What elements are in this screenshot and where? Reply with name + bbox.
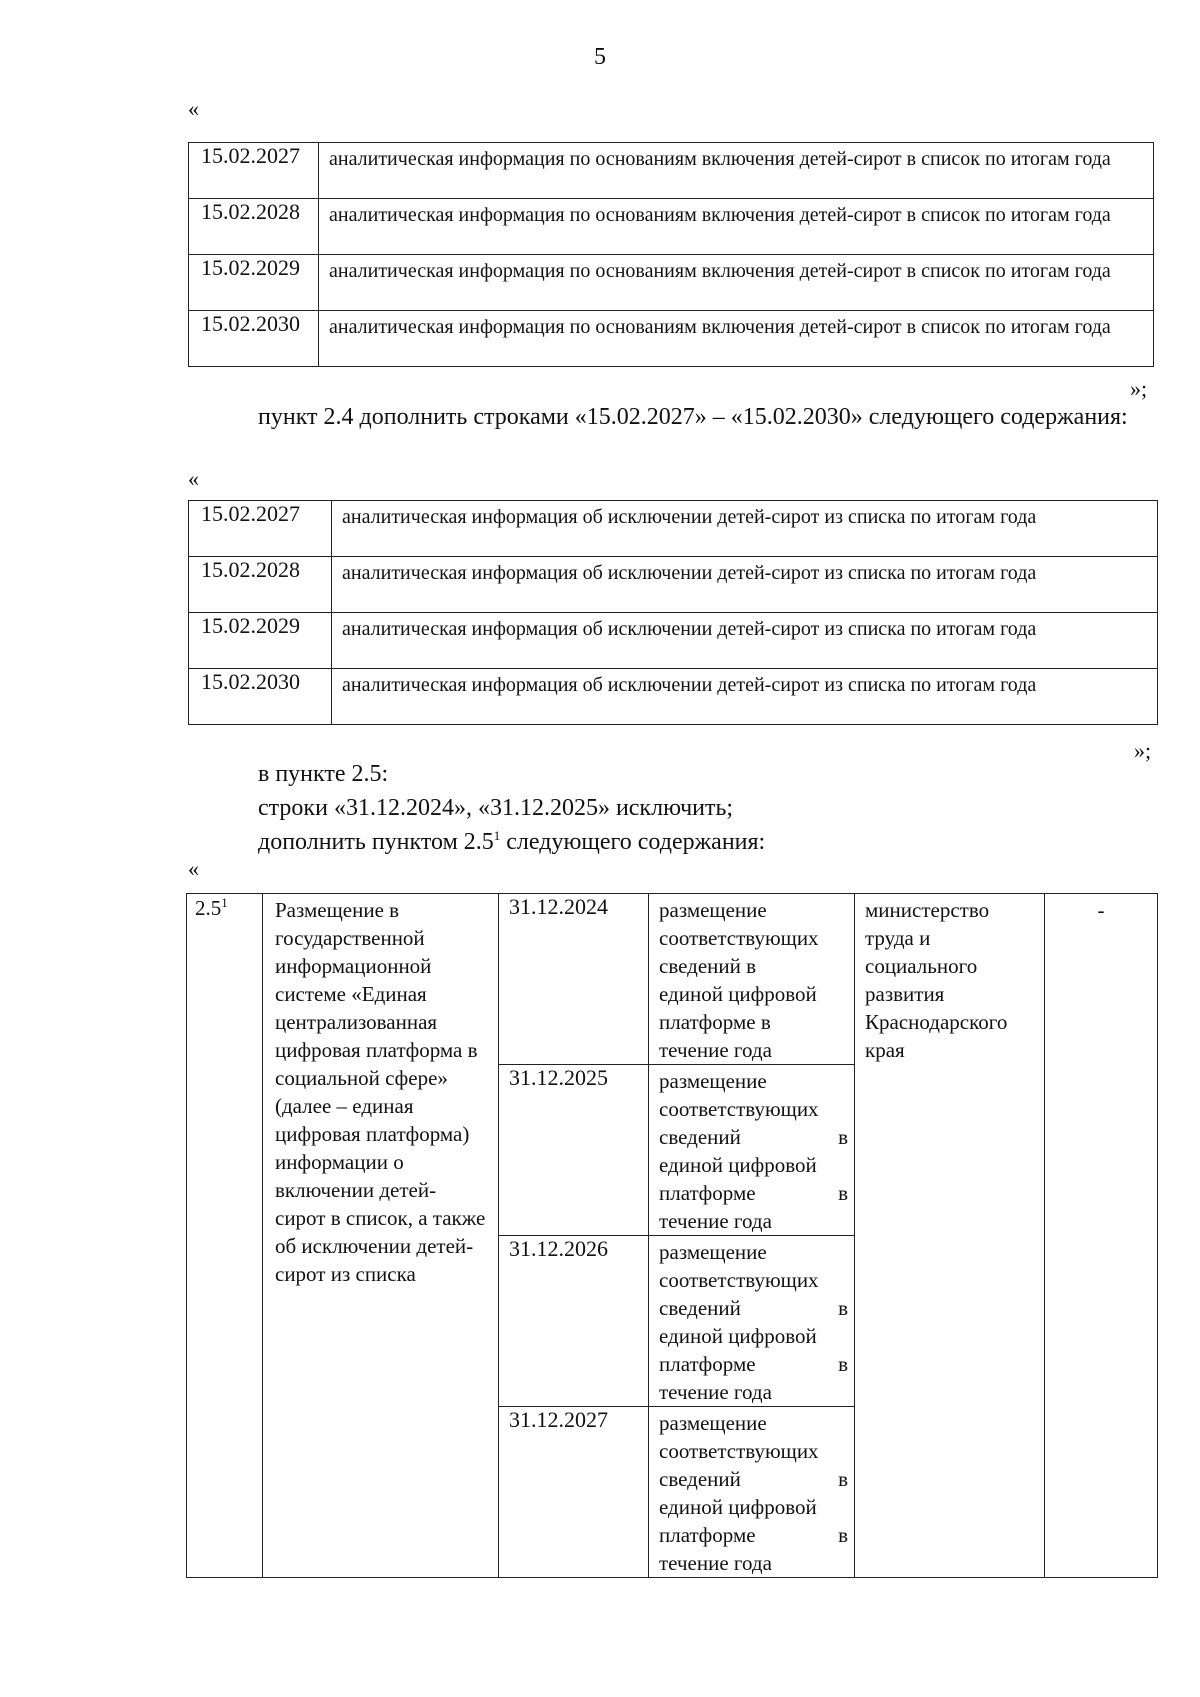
open-quote: « xyxy=(188,856,199,881)
date-cell: 15.02.2030 xyxy=(189,669,332,725)
table-inclusion-analytics xyxy=(188,142,1154,367)
date-cell: 15.02.2027 xyxy=(189,501,332,557)
item-number-cell: $2.5^1$ xyxy=(187,894,263,1578)
table-row xyxy=(189,255,1154,311)
paragraph-add-item: дополнить пунктом $2.5^1$ следующего содержания: xyxy=(258,828,766,855)
description-cell: аналитическая информация по основаниям включения детей-сирот в список по итогам года xyxy=(319,311,1154,367)
close-quote: »; xyxy=(1134,738,1152,763)
action-cell: размещение соответствующих сведений в единой цифровой платформе в течение года xyxy=(649,1407,855,1578)
date-cell: 15.02.2027 xyxy=(189,143,319,199)
paragraph-remove-rows: строки «31.12.2024», «31.12.2025» исключить; xyxy=(258,795,734,821)
date-cell: 15.02.2029 xyxy=(189,613,332,669)
table-row xyxy=(189,311,1154,367)
description-cell: аналитическая информация по основаниям включения детей-сирот в список по итогам года xyxy=(319,199,1154,255)
paragraph-item-2-5: в пункте 2.5: xyxy=(258,761,389,787)
measure-name-cell: Размещение в государственной информационной системе «Единая централизованная цифровая платформа в социальной сфере» (далее – единая цифровая платформа) информации о включении детей-сирот в список, а также об исключении детей-сирот из списка xyxy=(263,894,499,1578)
paragraph-item-2-4: пункт 2.4 дополнить строками «15.02.2027» – «15.02.2030» следующего содержания: xyxy=(258,404,1128,430)
description-cell: аналитическая информация по основаниям включения детей-сирот в список по итогам года xyxy=(319,143,1154,199)
description-cell: аналитическая информация об исключении детей-сирот из списка по итогам года xyxy=(332,501,1158,557)
description-cell: аналитическая информация об исключении детей-сирот из списка по итогам года xyxy=(332,669,1158,725)
date-cell: 15.02.2028 xyxy=(189,199,319,255)
table-row xyxy=(187,894,1158,1065)
description-cell: аналитическая информация по основаниям включения детей-сирот в список по итогам года xyxy=(319,255,1154,311)
date-cell: 15.02.2029 xyxy=(189,255,319,311)
close-quote: »; xyxy=(1130,376,1148,401)
open-quote: « xyxy=(188,96,199,121)
date-cell: 15.02.2028 xyxy=(189,557,332,613)
description-cell: аналитическая информация об исключении детей-сирот из списка по итогам года xyxy=(332,613,1158,669)
action-cell: размещение соответствующих сведений в единой цифровой платформе в течение года xyxy=(649,1236,855,1407)
table-row xyxy=(189,199,1154,255)
table-exclusion-analytics xyxy=(188,500,1158,725)
description-cell: аналитическая информация об исключении детей-сирот из списка по итогам года xyxy=(332,557,1158,613)
open-quote: « xyxy=(188,466,199,491)
date-cell: 31.12.2024 xyxy=(499,894,649,1065)
date-cell: 31.12.2025 xyxy=(499,1065,649,1236)
date-cell: 31.12.2027 xyxy=(499,1407,649,1578)
table-row xyxy=(189,143,1154,199)
table-row xyxy=(189,669,1158,725)
table-row xyxy=(189,613,1158,669)
dash-cell: - xyxy=(1045,894,1158,1578)
action-cell: размещение соответствующих сведений в единой цифровой платформе в течение года xyxy=(649,1065,855,1236)
action-cell: размещение соответствующих сведений в единой цифровой платформе в течение года xyxy=(649,894,855,1065)
table-row xyxy=(189,501,1158,557)
page-number: 5 xyxy=(594,44,606,70)
table-item-2-5-1 xyxy=(186,893,1158,1578)
date-cell: 15.02.2030 xyxy=(189,311,319,367)
table-row xyxy=(189,557,1158,613)
responsible-org-cell: министерство труда и социального развития Краснодарского края xyxy=(855,894,1045,1578)
date-cell: 31.12.2026 xyxy=(499,1236,649,1407)
